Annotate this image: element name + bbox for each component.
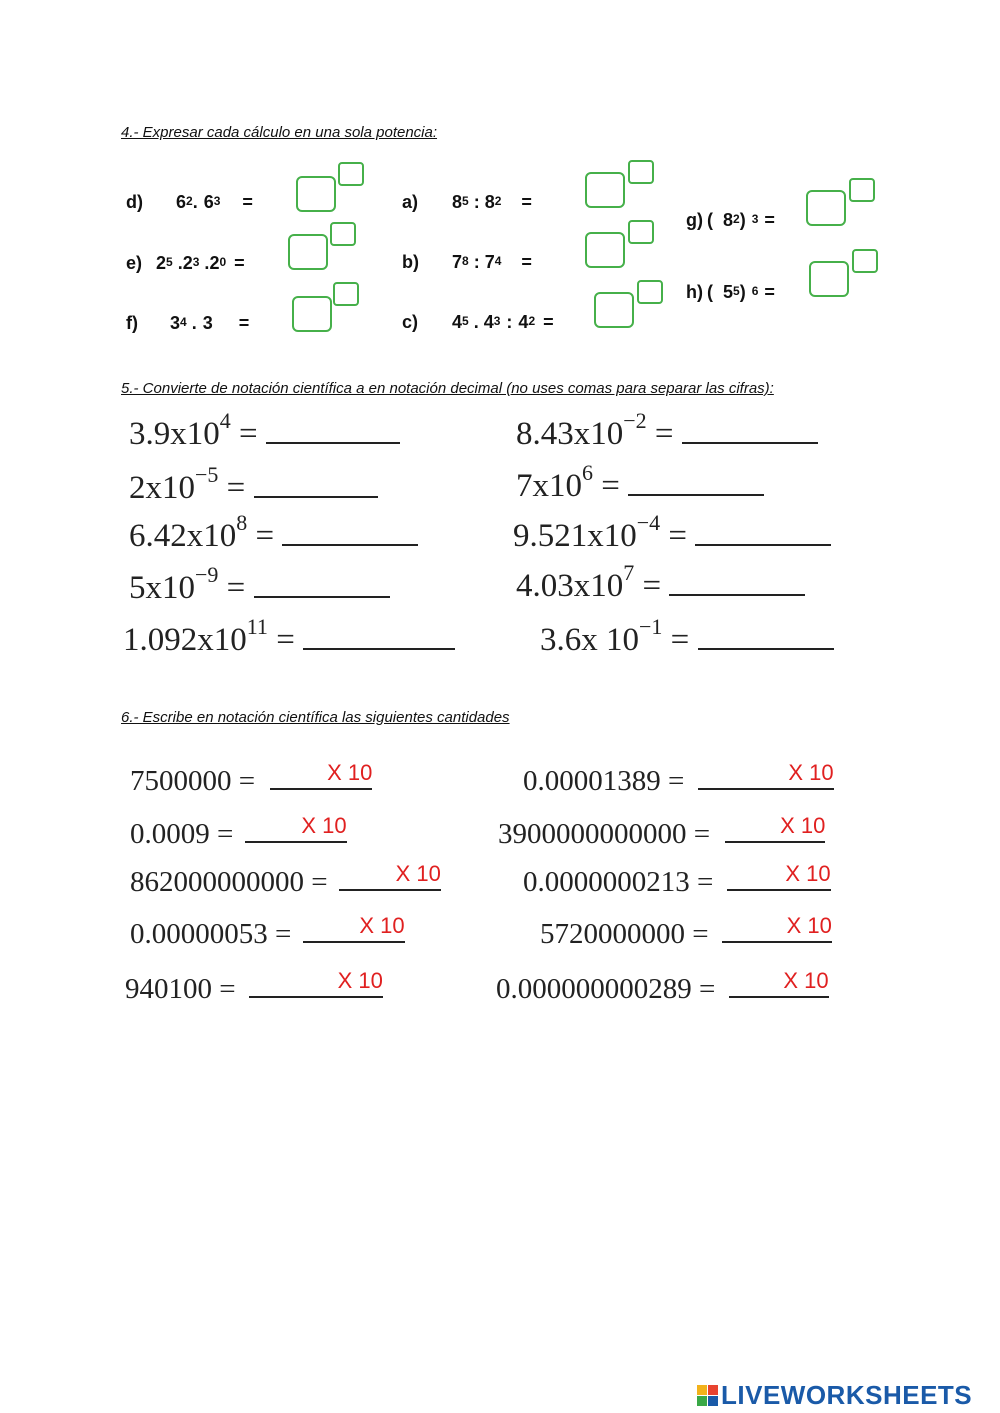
decimal-to-sci-item: 7500000 = X 10 [130,760,373,797]
times-ten-label: X 10 [788,760,834,785]
exercise-h: h) ( 5 $^5$ ) $^6$ = [686,282,775,302]
answer-blank[interactable] [722,915,832,943]
answer-blank[interactable] [628,490,764,496]
sci-to-decimal-item: $4.03x10^7$ = [516,564,805,605]
decimal-to-sci-item: 0.000000000289 = X 10 [496,968,829,1005]
times-ten-label: X 10 [785,861,831,886]
answer-blank[interactable] [303,915,405,943]
answer-exponent-box-d[interactable] [338,162,364,186]
exercise-f: f) 3 $^4$ . 3 = [126,313,250,333]
logo-square-icon [708,1396,718,1406]
times-ten-label: X 10 [780,813,826,838]
decimal-to-sci-item: 0.00000053 = X 10 [130,913,405,950]
answer-blank[interactable] [303,644,455,650]
decimal-to-sci-item: 0.0000000213 = X 10 [523,861,831,898]
sci-to-decimal-item: 3.6x $10^{-1}$ = [540,618,834,659]
exercise-d: d) 6 $^2$ . 6 $^3$ = [126,192,253,212]
logo-text: LIVEWORKSHEETS [721,1380,973,1410]
answer-blank[interactable] [254,492,378,498]
answer-blank[interactable] [698,644,834,650]
logo-square-icon [708,1385,718,1395]
answer-blank[interactable] [249,970,383,998]
answer-base-box-e[interactable] [288,234,328,270]
answer-blank[interactable] [245,815,347,843]
decimal-to-sci-item: 940100 = X 10 [125,968,383,1005]
answer-exponent-box-b[interactable] [628,220,654,244]
sci-to-decimal-item: $3.9x10^4$ = [129,412,400,453]
exercise-c: c) 4 $^5$ . 4 $^3$ : 4 $^2$ = [402,312,554,332]
answer-base-box-g[interactable] [806,190,846,226]
answer-blank[interactable] [682,438,818,444]
exercise-e: e) 2 $^5$ . 2 $^3$ . 2 $^0$ = [126,253,245,273]
times-ten-label: X 10 [337,968,383,993]
section6-heading: 6.- Escribe en notación científica las siguientes cantidades [121,709,510,726]
exercise-a: a) 8 $^5$ : 8 $^2$ = [402,192,532,212]
answer-exponent-box-e[interactable] [330,222,356,246]
answer-base-box-b[interactable] [585,232,625,268]
answer-exponent-box-g[interactable] [849,178,875,202]
answer-blank[interactable] [282,540,418,546]
sci-to-decimal-item: $8.43x10^{-2}$ = [516,412,818,453]
liveworksheets-logo [697,1380,972,1411]
answer-base-box-a[interactable] [585,172,625,208]
answer-blank[interactable] [339,863,441,891]
answer-blank[interactable] [729,970,829,998]
logo-square-icon [697,1396,707,1406]
section4-heading: 4.- Expresar cada cálculo en una sola potencia: [121,124,438,141]
answer-base-box-d[interactable] [296,176,336,212]
answer-blank[interactable] [727,863,831,891]
times-ten-label: X 10 [301,813,347,838]
section5-heading: 5.- Convierte de notación científica a en notación decimal (no uses comas para separar las cifras): [121,380,774,397]
sci-to-decimal-item: $7x10^6$ = [516,464,764,505]
answer-blank[interactable] [254,592,390,598]
times-ten-label: X 10 [359,913,405,938]
exercise-g: g) ( 8 $^2$ ) $^3$ = [686,210,775,230]
decimal-to-sci-item: 0.00001389 = X 10 [523,760,834,797]
sci-to-decimal-item: $6.42x10^8$ = [129,514,418,555]
answer-exponent-box-h[interactable] [852,249,878,273]
decimal-to-sci-item: 0.0009 = X 10 [130,813,347,850]
times-ten-label: X 10 [786,913,832,938]
decimal-to-sci-item: 5720000000 = X 10 [540,913,832,950]
answer-blank[interactable] [695,540,831,546]
sci-to-decimal-item: $9.521x10^{-4}$ = [513,514,831,555]
answer-blank[interactable] [698,762,834,790]
answer-base-box-h[interactable] [809,261,849,297]
answer-exponent-box-f[interactable] [333,282,359,306]
logo-square-icon [697,1385,707,1395]
sci-to-decimal-item: $1.092x10^{11}$ = [123,618,455,659]
sci-to-decimal-item: $5x10^{-9}$ = [129,566,390,607]
answer-blank[interactable] [669,590,805,596]
answer-blank[interactable] [266,438,400,444]
times-ten-label: X 10 [783,968,829,993]
answer-blank[interactable] [270,762,372,790]
answer-base-box-f[interactable] [292,296,332,332]
answer-base-box-c[interactable] [594,292,634,328]
exercise-b: b) 7 $^8$ : 7 $^4$ = [402,252,532,272]
logo-mark-icon [697,1385,718,1406]
answer-blank[interactable] [725,815,825,843]
answer-exponent-box-c[interactable] [637,280,663,304]
times-ten-label: X 10 [395,861,441,886]
decimal-to-sci-item: 3900000000000 = X 10 [498,813,826,850]
decimal-to-sci-item: 862000000000 = X 10 [130,861,441,898]
answer-exponent-box-a[interactable] [628,160,654,184]
times-ten-label: X 10 [327,760,373,785]
sci-to-decimal-item: $2x10^{-5}$ = [129,466,378,507]
